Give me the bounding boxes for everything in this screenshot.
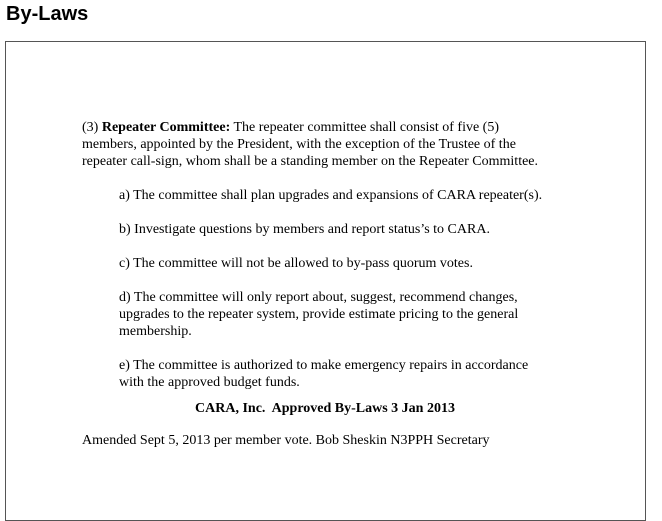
item-list [119, 187, 568, 391]
item-line: membership. [119, 324, 192, 339]
section-intro-line: repeater call-sign, whom shall be a standing member on the Repeater Committee. [82, 154, 539, 169]
list-item [119, 221, 568, 238]
item-line: a) The committee shall plan upgrades and expansions of CARA repeater(s). [119, 188, 543, 203]
list-item [119, 187, 568, 204]
item-line: d) The committee will only report about, suggest, recommend changes, [119, 290, 518, 305]
page-title: By-Laws [6, 3, 89, 25]
item-line: with the approved budget funds. [119, 375, 300, 390]
item-line: upgrades to the repeater system, provide estimate pricing to the general [119, 307, 519, 322]
item-line: b) Investigate questions by members and report status’s to CARA. [119, 222, 490, 237]
document-frame[interactable] [5, 41, 646, 521]
item-line: e) The committee is authorized to make emergency repairs in accordance [119, 358, 529, 373]
list-item [119, 255, 568, 272]
section-number: (3) [82, 120, 99, 135]
section-intro-line: members, appointed by the President, with the exception of the Trustee of the [82, 137, 516, 152]
document-body [82, 119, 568, 449]
item-line: c) The committee will not be allowed to by-pass quorum votes. [119, 256, 473, 271]
list-item [119, 289, 568, 340]
section-heading: Repeater Committee: [101, 120, 231, 135]
section-intro-line: The repeater committee shall consist of five (5) [233, 120, 499, 135]
amendment-line: Amended Sept 5, 2013 per member vote. Bob Sheskin N3PPH Secretary [82, 433, 490, 448]
list-item [119, 357, 568, 391]
approval-line: CARA, Inc. Approved By-Laws 3 Jan 2013 [195, 401, 455, 416]
section-intro [82, 119, 568, 170]
